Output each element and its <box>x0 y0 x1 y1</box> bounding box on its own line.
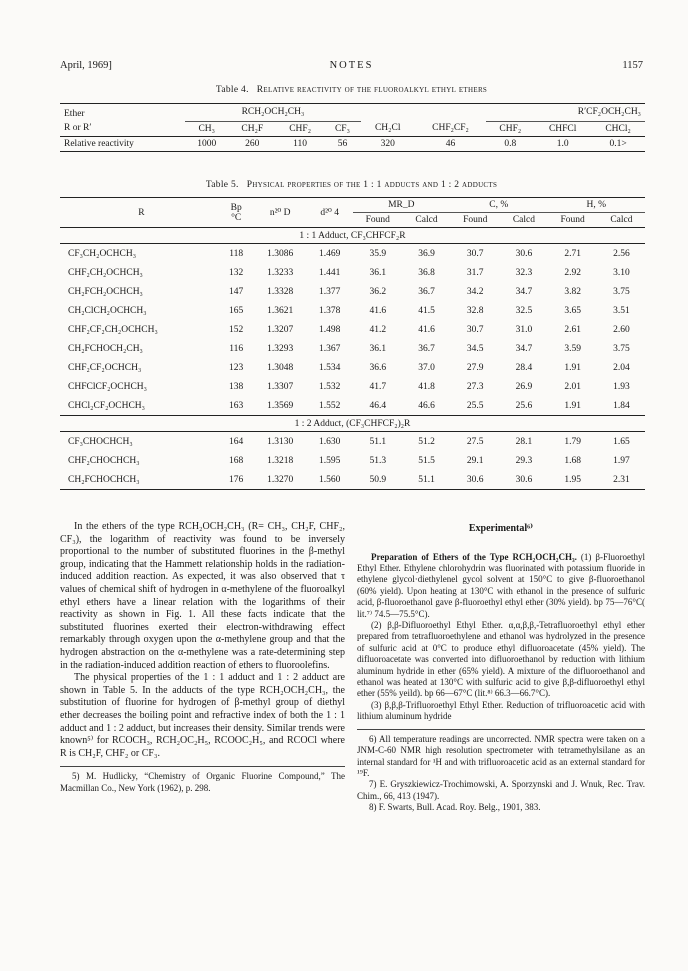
table5 <box>60 197 645 490</box>
table4-column-header: CH₂F <box>241 123 264 134</box>
table5-value-cell: 35.9 <box>369 248 387 259</box>
footnote-divider <box>357 729 645 730</box>
table5-value-cell: 147 <box>229 286 244 297</box>
table5-value-cell: 36.1 <box>369 267 387 278</box>
table4-group1: RCH₂OCH₂CH₃ <box>185 104 361 122</box>
table5-value-cell: 1.95 <box>564 474 581 485</box>
table-row <box>60 432 645 452</box>
table5-value-cell: 3.75 <box>613 343 630 354</box>
body-paragraph: In the ethers of the type RCH₂OCH₂CH₃ (R= CH₃, CH₂F, CHF₂, CF₃), the logarithm of reactivity was found to be inversely proportional to the number of substituted fluorines in the β-methyl group, indicating that the Hammett relationship holds in the radiation-induced addition reaction. As expected, it was also observed that τ values of chemical shift of hydrogen in α-methylene of the fluoroalkyl ethyl ethers have a linear relation with the logarithms of their reactivity as shown in Fig. 1. All these facts indicate that the substituted fluorines exerted their electron-withdrawing effect remarkably through oxygen upon the α-methylene group and that the hydrogen abstraction on the α-methylene was a rate-determining step in the radiation-induced addition reaction of ethers to fluoroolefins. <box>60 521 345 671</box>
page-header <box>60 60 643 74</box>
table5-value-cell: 26.9 <box>515 381 533 392</box>
table5-value-cell: 1.3569 <box>267 400 294 411</box>
table5-value-cell: 1.552 <box>318 400 341 411</box>
footnote-divider <box>60 766 345 767</box>
header-section: NOTES <box>329 60 374 71</box>
preparation-heading: Preparation of Ethers of the Type RCH₂OCH₂CH₃. <box>371 551 577 562</box>
table5-value-cell: 31.7 <box>466 267 484 278</box>
table5-value-cell: 36.9 <box>418 248 435 259</box>
table-row <box>60 396 645 416</box>
table5-caption <box>60 180 643 190</box>
table5-value-cell: 51.5 <box>418 455 435 466</box>
table5-value-cell: 28.1 <box>515 436 533 447</box>
table5-value-cell: 3.10 <box>613 267 630 278</box>
table5-value-cell: 1.378 <box>318 305 341 316</box>
header-date: April, 1969] <box>60 60 112 71</box>
table4 <box>60 103 645 152</box>
table5-value-cell: 41.6 <box>418 324 435 335</box>
table5-value-cell: 1.3270 <box>267 474 294 485</box>
table4-column-header: CHFCl <box>548 123 577 134</box>
table5-caption-text: Physical properties of the 1 : 1 adducts and 1 : 2 adducts <box>246 180 498 190</box>
table5-header-calcd: Calcd <box>512 215 536 225</box>
table-row <box>60 244 645 264</box>
footnote-7: 7) E. Gryszkiewicz-Trochimowski, A. Sporzynski and J. Wnuk, Rec. Trav. Chim., 66, 413 (1947). <box>357 779 645 801</box>
table5-value-cell: 34.2 <box>466 286 484 297</box>
table-row <box>60 263 645 282</box>
table5-value-cell: 41.2 <box>369 324 387 335</box>
table5-value-cell: 1.3307 <box>267 381 294 392</box>
table5-value-cell: 2.31 <box>613 474 630 485</box>
table5-value-cell: 36.1 <box>369 343 387 354</box>
footnote-6: 6) All temperature readings are uncorrected. NMR spectra were taken on a JNM-C-60 NMR high resolution spectrometer with tetramethylsilane as an internal standard for ¹H and with trifluoroacetic acid as an external standard for ¹⁹F. <box>357 733 645 778</box>
table5-value-cell: 41.7 <box>369 381 387 392</box>
table5-value-cell: 37.0 <box>418 362 435 373</box>
table5-value-cell: 1.469 <box>318 248 341 259</box>
table4-column-header: CH₃ <box>198 123 215 134</box>
table4-row-label: Relative reactivity <box>64 138 134 149</box>
table5-value-cell: 1.3218 <box>267 455 294 466</box>
table5-value-cell: 1.498 <box>318 324 341 335</box>
table5-compound-cell: CHF₂CF₂CH₂OCHCH₃ <box>68 324 158 335</box>
table5-value-cell: 3.65 <box>564 305 581 316</box>
table5-value-cell: 123 <box>229 362 244 373</box>
table4-caption-label: Table 4. <box>215 85 249 95</box>
table5-value-cell: 28.4 <box>515 362 533 373</box>
table4-column-header: CHF₂ <box>289 123 312 134</box>
table5-caption-label: Table 5. <box>205 180 239 190</box>
table5-header-n: n²⁰ D <box>269 208 291 218</box>
table4-column-header: CF₃ <box>334 123 350 134</box>
table5-value-cell: 50.9 <box>369 474 387 485</box>
table5-value-cell: 30.7 <box>466 248 484 259</box>
table-row <box>60 377 645 396</box>
table-row <box>60 358 645 377</box>
table5-value-cell: 1.3233 <box>267 267 294 278</box>
table5-value-cell: 1.3048 <box>267 362 294 373</box>
table5-header-found: Found <box>365 215 390 225</box>
table5-value-cell: 1.91 <box>564 400 581 411</box>
table5-value-cell: 2.71 <box>564 248 581 259</box>
table5-value-cell: 2.56 <box>613 248 630 259</box>
table4-group2: R′CF₂OCH₂CH₃ <box>486 104 645 122</box>
table5-value-cell: 30.6 <box>515 248 533 259</box>
table5-header-bp-unit: °C <box>231 212 242 223</box>
table5-value-cell: 30.7 <box>466 324 484 335</box>
table5-header-d: d²⁰ 4 <box>320 208 339 218</box>
table4-value: 110 <box>293 138 308 149</box>
table5-value-cell: 1.65 <box>613 436 630 447</box>
table5-value-cell: 32.3 <box>515 267 533 278</box>
table5-compound-cell: CH₂ClCH₂OCHCH₃ <box>68 305 147 316</box>
table5-value-cell: 36.2 <box>369 286 387 297</box>
table-row <box>60 282 645 301</box>
table5-value-cell: 118 <box>229 248 244 259</box>
table5-value-cell: 25.6 <box>515 400 533 411</box>
table5-header-c: C, % <box>450 198 547 213</box>
table5-header-calcd: Calcd <box>610 215 633 225</box>
table5-value-cell: 36.6 <box>369 362 387 373</box>
header-page-number: 1157 <box>622 60 643 71</box>
table5-compound-cell: CH₂FCHOCHCH₃ <box>68 474 140 485</box>
table4-value: 0.1> <box>609 138 627 149</box>
table4-column-header: CH₂Cl <box>374 123 401 134</box>
procedure-2: (2) β,β-Difluoroethyl Ethyl Ether. α,α,β,β,-Tetrafluoroethyl ethyl ether prepared from tetrafluoroethylene and ethanol was hydrolyzed in the presence of sulfuric acid at 0°C to produce ethyl difluoroacetate (45% yield). The difluoroacetate was converted into difluoroethanol by reduction with lithium aluminum hydride in ether (65% yield). A mixture of the difluoroethanol and ethanol was heated at 130°C with sulfuric acid to give β,β-difluoroethyl ethyl ether (55% yeild). bp 66—67°C (lit.⁸⁾ 66.3—66.7°C). <box>357 620 645 699</box>
table5-header-h: H, % <box>547 198 645 213</box>
table5-header-r: R <box>138 207 145 218</box>
table5-value-cell: 1.91 <box>564 362 581 373</box>
table5-value-cell: 1.377 <box>318 286 341 297</box>
table4-column-header: CHF₂CF₂ <box>432 123 469 134</box>
table5-value-cell: 46.6 <box>418 400 435 411</box>
table5-compound-cell: CHF₂CHOCHCH₃ <box>68 455 140 466</box>
table5-value-cell: 41.5 <box>418 305 435 316</box>
table5-value-cell: 29.3 <box>515 455 533 466</box>
table4-caption <box>60 85 643 95</box>
table5-value-cell: 27.3 <box>466 381 484 392</box>
table5-compound-cell: CHCl₂CF₂OCHCH₃ <box>68 400 145 411</box>
table5-compound-cell: CHFClCF₂OCHCH₃ <box>68 381 147 392</box>
table5-value-cell: 163 <box>229 400 244 411</box>
table-row <box>60 320 645 339</box>
table5-compound-cell: CHF₂CF₂OCHCH₃ <box>68 362 142 373</box>
table5-value-cell: 41.8 <box>418 381 435 392</box>
right-column <box>357 521 645 814</box>
table4-column-header: CHF₂ <box>499 123 522 134</box>
procedure-1: (1) β-Fluoroethyl Ethyl Ether. Ethylene chlorohydrin was fluorinated with potassium fluoride in ethylene glycol·diethylenel gycol solvent at 150°C to give β-fluoroethanol (60% yield). Upon heating at 130°C with ethanol in the presence of sulfuric acid, β-fluoroethanol gave β-fluoroethyl ethyl ether (30% yield). bp 75—76°C( lit.⁷⁾ 74.5—75.5°C). <box>357 551 646 619</box>
table5-value-cell: 2.92 <box>564 267 581 278</box>
body-paragraph: The physical properties of the 1 : 1 adduct and 1 : 2 adduct are shown in Table 5. In the adducts of the type RCH₂OCH₂CH₃, the substitution of fluorine for hydrogen of β-methyl group of diethyl ether decreases the boiling point and refractive index of both the 1 : 1 adduct and 1 : 2 adduct, but increases their density. Similar trends were known⁵⁾ for RCOCH₃, RCH₂OC₂H₅, RCOOC₂H₅, and RCOCl where R is CH₂F, CHF₂ or CF₃. <box>60 672 345 759</box>
table5-value-cell: 30.6 <box>466 474 484 485</box>
footnote-8: 8) F. Swarts, Bull. Acad. Roy. Belg., 1901, 383. <box>369 802 541 813</box>
table5-header-bp-label: Bp <box>230 202 242 213</box>
table5-value-cell: 132 <box>229 267 244 278</box>
table5-value-cell: 1.3328 <box>267 286 294 297</box>
table5-value-cell: 1.79 <box>564 436 581 447</box>
table5-header-found: Found <box>463 215 488 225</box>
table5-value-cell: 2.01 <box>564 381 581 392</box>
table5-value-cell: 51.2 <box>418 436 435 447</box>
table-row <box>60 301 645 320</box>
table5-value-cell: 34.5 <box>466 343 484 354</box>
table5-section-1to1: 1 : 1 Adduct, CF₃CHFCF₂R <box>60 228 645 244</box>
table5-value-cell: 29.1 <box>466 455 484 466</box>
table5-value-cell: 1.97 <box>613 455 630 466</box>
table5-value-cell: 1.3130 <box>267 436 294 447</box>
table5-header-found: Found <box>560 215 585 225</box>
table4-corner-line2: R or R′ <box>64 123 92 134</box>
table4-value: 56 <box>337 138 348 149</box>
table5-value-cell: 152 <box>229 324 244 335</box>
footnote-5: 5) M. Hudlicky, “Chemistry of Organic Fluorine Compound,” The Macmillan Co., New York (1962), p. 298. <box>60 771 345 793</box>
body-paragraph <box>357 552 645 620</box>
table4-value: 1.0 <box>556 138 569 149</box>
table5-value-cell: 51.1 <box>418 474 435 485</box>
table5-value-cell: 34.7 <box>515 343 533 354</box>
table5-value-cell: 1.93 <box>613 381 630 392</box>
table5-value-cell: 1.534 <box>318 362 341 373</box>
table4-value: 260 <box>245 138 260 149</box>
table5-value-cell: 41.6 <box>369 305 387 316</box>
table5-value-cell: 2.04 <box>613 362 630 373</box>
table5-value-cell: 27.5 <box>466 436 484 447</box>
table5-value-cell: 1.3207 <box>267 324 294 335</box>
table5-section-1to2: 1 : 2 Adduct, (CF₃CHFCF₂)₂R <box>60 416 645 432</box>
table-row <box>60 470 645 490</box>
table4-corner-line1: Ether <box>64 109 85 119</box>
table5-value-cell: 1.595 <box>318 455 341 466</box>
table5-value-cell: 27.9 <box>466 362 484 373</box>
table5-value-cell: 138 <box>229 381 244 392</box>
table5-value-cell: 3.51 <box>613 305 630 316</box>
table4-value: 0.8 <box>504 138 517 149</box>
table5-compound-cell: CH₂FCH₂OCHCH₃ <box>68 286 143 297</box>
table5-value-cell: 1.532 <box>318 381 341 392</box>
table5-value-cell: 176 <box>229 474 244 485</box>
table5-header-bp <box>219 198 254 228</box>
table5-value-cell: 165 <box>229 305 244 316</box>
table5-value-cell: 3.75 <box>613 286 630 297</box>
table4-value: 46 <box>445 138 456 149</box>
table5-value-cell: 1.84 <box>613 400 630 411</box>
table5-header-mr: MR_D <box>353 198 450 213</box>
table5-value-cell: 2.61 <box>564 324 581 335</box>
table5-value-cell: 51.1 <box>369 436 387 447</box>
table5-value-cell: 30.6 <box>515 474 533 485</box>
table5-value-cell: 164 <box>229 436 244 447</box>
table5-compound-cell: CHF₂CH₂OCHCH₃ <box>68 267 143 278</box>
table5-value-cell: 31.0 <box>515 324 533 335</box>
left-column <box>60 521 345 794</box>
table5-value-cell: 51.3 <box>369 455 387 466</box>
table5-value-cell: 2.60 <box>613 324 630 335</box>
table5-value-cell: 36.7 <box>418 343 435 354</box>
table5-value-cell: 1.367 <box>318 343 341 354</box>
table5-value-cell: 1.441 <box>318 267 341 278</box>
table4-column-header: CHCl₂ <box>605 123 631 134</box>
table4-value: 320 <box>380 138 395 149</box>
table5-compound-cell: CH₂FCHOCH₂CH₃ <box>68 343 143 354</box>
table5-value-cell: 34.7 <box>515 286 533 297</box>
table5-value-cell: 3.82 <box>564 286 581 297</box>
table5-value-cell: 1.68 <box>564 455 581 466</box>
table5-value-cell: 32.5 <box>515 305 533 316</box>
table5-value-cell: 25.5 <box>466 400 484 411</box>
table5-value-cell: 1.3621 <box>267 305 294 316</box>
table5-compound-cell: CF₃CH₂OCHCH₃ <box>68 248 137 259</box>
table5-value-cell: 168 <box>229 455 244 466</box>
table5-value-cell: 36.8 <box>418 267 435 278</box>
table5-value-cell: 1.560 <box>318 474 341 485</box>
table5-value-cell: 1.3293 <box>267 343 294 354</box>
table5-value-cell: 1.3086 <box>267 248 294 259</box>
table5-value-cell: 36.7 <box>418 286 435 297</box>
table5-value-cell: 3.59 <box>564 343 581 354</box>
experimental-heading: Experimental⁶⁾ <box>468 523 534 534</box>
table5-value-cell: 116 <box>229 343 244 354</box>
table4-caption-text: Relative reactivity of the fluoroalkyl ethyl ethers <box>256 85 488 95</box>
table5-header-calcd: Calcd <box>415 215 438 225</box>
procedure-3: (3) β,β,β-Trifluoroethyl Ethyl Ether. Reduction of trifluoroacetic acid with lithium aluminum hydride <box>357 699 645 722</box>
table4-value: 1000 <box>197 138 217 149</box>
table5-value-cell: 46.4 <box>369 400 387 411</box>
table5-value-cell: 32.8 <box>466 305 484 316</box>
table-row <box>60 339 645 358</box>
table-row <box>60 451 645 470</box>
table5-compound-cell: CF₃CHOCHCH₃ <box>68 436 133 447</box>
table5-value-cell: 1.630 <box>318 436 341 447</box>
